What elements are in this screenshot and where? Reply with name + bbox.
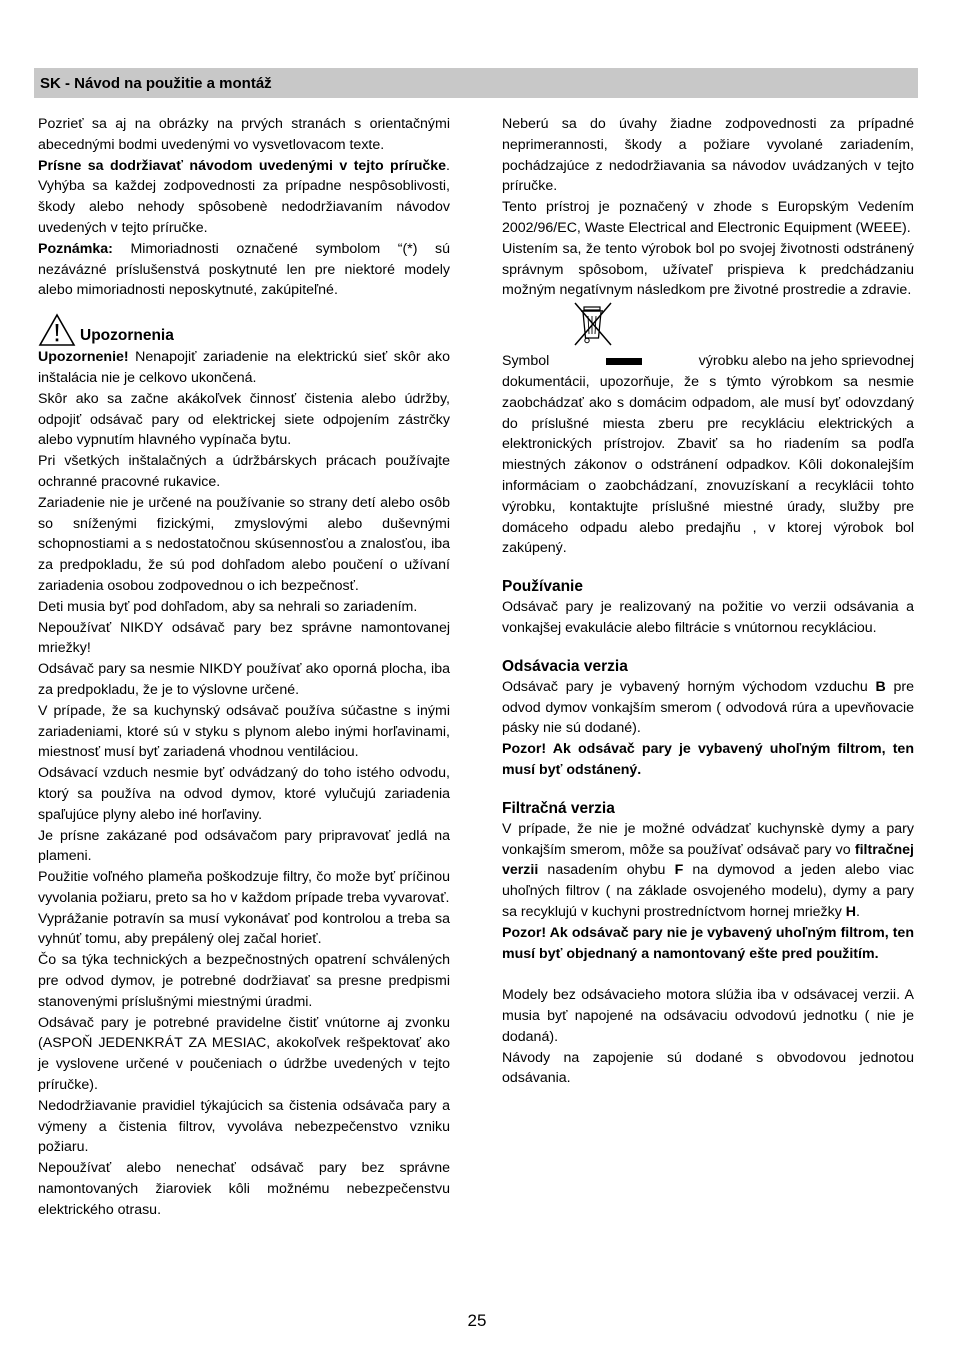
suction-version-text — [502, 677, 914, 739]
symbol-line-text: výrobku alebo na jeho sprievodnej — [698, 353, 914, 370]
warning-paragraph: Odsávací vzduch nesmie byť odvádzaný do toho istého odvodu, ktorý sa používa na odvod dymov, ktoré vylučujú zariadenia spaľujúce plyny alebo iné horľaviny. — [38, 765, 450, 823]
warning-paragraph: Pri všetkých inštalačných a údržbárskych prácach používajte ochranné pracovné rukavice. — [38, 453, 450, 490]
suction-warning-text: Pozor! Ak odsávač pary je vybavený uhoľným filtrom, ten musí byť odstánený. — [502, 741, 914, 778]
intro-paragraph-2 — [38, 156, 450, 239]
warning-paragraph: Je prísne zakázané pod odsávačom pary pripravovať jedlá na plameni. — [38, 827, 450, 865]
models-paragraph-2: Návody na zapojenie sú dodané s obvodovou jednotou odsávania. — [502, 1049, 914, 1087]
section-header-title: SK - Návod na použitie a montáž — [40, 75, 272, 92]
suction-letter-b: B — [875, 678, 886, 695]
warnings-heading — [38, 313, 450, 347]
suction-text-b: pre odvod dymov vonkajším smerom ( odvodová rúra a upevňovacie pásky nie sú dodané). — [502, 678, 914, 737]
bin-symbol-row — [502, 301, 914, 351]
warning-paragraph: Vyprážanie potravín sa musí vykonávať pod kontrolou a treba sa vyhnúť tomu, aby prepálený olej začal horieť. — [38, 910, 450, 948]
models-paragraph-1: Modely bez odsávacieho motora slúžia iba v odsávacej verzii. A musia byť napojené na odsávaciu odvodovú jednotku ( nie je dodaná). — [502, 987, 914, 1045]
warning-paragraph: Nepoužívať NIKDY odsávač pary bez správne namontovanej mriežky! — [38, 619, 450, 657]
warning-paragraph: Odsávač pary sa nesmie NIKDY používať ako oporná plocha, iba za predpokladu, že je to výslovne určené. — [38, 661, 450, 698]
filter-text-c: na dymovod a jeden alebo viac uhoľných filtrov ( na základe osvojeného modelu), dymy a pary sa recyklujú v kuchyni prostredníctvom hornej mriežky — [502, 862, 914, 920]
warnings-first-text: Nenapojiť zariadenie na elektrickú sieť skôr ako inštalácia nie je celkovo ukončená. — [38, 349, 450, 386]
suction-warning — [502, 739, 914, 781]
warning-paragraph: Nepoužívať alebo nenechať odsávač pary bez správne namontovaných žiaroviek kôli možnému nebezpečenstvu elektrického otrasu. — [38, 1160, 450, 1218]
intro-note — [38, 239, 450, 301]
warning-paragraph: Odsávač pary je potrebné pravidelne čistiť vnútorne aj zvonku (ASPOŇ JEDENKRÁT ZA MESIAC, akokoľvek rešpektovať ako je vyslovene určené v poučeniach o údržbe uvedených v tejto príručke). — [38, 1014, 450, 1094]
warning-paragraph: V prípade, že sa kuchynský odsávač používa súčastne s inými zariadeniami, ktoré sú v styku s plynom alebo inými horľavinami, miestnosť musí byť zariadená vhodnou ventiláciou. — [38, 702, 450, 761]
symbol-line — [502, 351, 914, 372]
filter-letter-h: H — [845, 903, 857, 920]
crossed-out-bin-icon — [571, 301, 615, 347]
warning-paragraph: Deti musia byť pod dohľadom, aby sa nehrali so zariadením. — [38, 598, 418, 615]
warning-paragraph: Použitie voľného plameňa poškodzuje filtry, čo može byť príčinou vyvolania požiaru, preto sa ho v každom prípade treba vyvarovať. — [38, 869, 450, 906]
suction-text-a: Odsávač pary je vybavený horným východom vzduchu — [502, 678, 876, 695]
warning-paragraph: Zariadenie nie je určené na používanie so strany detí alebo osôb so sníženými fizickými, zmyslovými alebo duševnými schopnostiami a s nedostatočnou skúsennosťou a znalosťou, iba za predpokladu, že sú pod dohľadom alebo poučení o užívaní zariadenia osobou zodpovednou o ich bezpečnosť. — [38, 494, 450, 594]
warning-paragraph: Skôr ako sa začne akákoľvek činnosť čistenia alebo údržby, odpojiť odsávač pary od elektrickej siete odpojením zástrčky alebo vypnutím hlavného vypínača bytu. — [38, 390, 450, 449]
warnings-first — [38, 347, 450, 389]
filter-version-text — [502, 819, 914, 923]
left-column — [38, 114, 450, 1221]
intro-paragraph-1: Pozrieť sa aj na obrázky na prvých stranách s orientačnými abecednými bodmi uvedenými vo vysvetlovacom texte. — [38, 116, 450, 153]
filter-text-d: . — [856, 903, 860, 920]
intro-paragraph-2-text: . Vyhýba sa každej zodpovednosti za prípadne nespôsoblivosti, škody alebo nehody spôsobenè nedodržiavaním návodov uvedených v tejto príručke. — [38, 157, 450, 236]
usage-text: Odsávač pary je realizovaný na požitie vo verzii odsávania a vonkajšej evakulácie alebo filtrácie s vnútornou recykláciou. — [502, 599, 914, 636]
filter-warning — [502, 923, 914, 965]
weee-paragraph: Tento prístroj je poznačený v zhode s Europským Vedením 2002/96/EC, Waste Electrical and Electronic Equipment (WEEE). — [502, 199, 914, 236]
intro-note-text: Mimoriadnosti označené symbolom “(*) sú nezávázné príslušenstvá poskytnuté len pre niektoré modely alebo mimoriadnosti neposkytnuté, zakúpiteľné. — [38, 240, 450, 299]
warning-paragraph: Nedodržiavanie pravidiel týkajúcich sa čistenia odsávača pary a výmeny a čistenia filtrov, vyvoláva nebezpečenstvo vzniku požiaru. — [38, 1097, 450, 1156]
intro-paragraph-2-bold: Prísne sa dodržiavať návodom uvedenými v tejto príručke — [38, 157, 447, 174]
symbol-word: Symbol — [502, 353, 550, 370]
warning-paragraph: Čo sa týka technických a bezpečnostných opatrení schválených pre odvod dymov, je potrebné dodržiavať sa presne predpismi stanovenými príslušnými miestnými úradmi. — [38, 952, 450, 1010]
filter-version-title: Filtračná verzia — [502, 799, 615, 817]
filter-bold: filtračnej verzii — [502, 841, 914, 879]
filter-letter-f: F — [674, 862, 684, 879]
page-number: 25 — [467, 1311, 487, 1330]
warning-triangle-icon — [38, 313, 76, 347]
intro-note-label: Poznámka: — [38, 240, 113, 257]
black-bar-symbol — [606, 358, 642, 365]
warnings-first-label: Upozornenie! — [38, 349, 129, 366]
disposal-paragraph: Uistením sa, že tento výrobok bol po svojej životnosti odstránený správnym spôsobom, užívateľ prispieva k predchádzaniu možným negatívnym následkom pre životné prostredie a zdravie. — [502, 240, 914, 299]
right-column — [502, 114, 914, 1089]
filter-text-b: nasadením ohybu — [538, 862, 675, 879]
suction-version-title: Odsávacia verzia — [502, 657, 628, 675]
usage-title: Používanie — [502, 578, 583, 596]
section-header-bar — [34, 68, 918, 98]
filter-text-a: V prípade, že nie je možné odvádzať kuchynskè dymy a pary vonkajším smerom, môže sa používať odsávač pary vo — [502, 820, 914, 858]
liability-paragraph: Neberú sa do úvahy žiadne zodpovednosti za prípadné neprimerannosti, škody a požiare vyvolané zariadením, pochádzajúce z nedodržiavania sa návodov uvádzaných v tejto príručke. — [502, 116, 914, 195]
warnings-title: Upozornenia — [80, 327, 174, 345]
symbol-explanation: dokumentácii, upozorňuje, že s týmto výrobkom sa nesmie zaobchádzať ako s domácim odpadom, ale musí byť odovzdaný do príslušné miesta zberu pre recykláciu elektrických a elektronických prístrojov. Zbaviť sa ho riadením sa podľa miestných zákonov o odstránení odpadkov. Kôli dokonalejším informáciam o zaobchádzaní, znovuzískaní a recyklácii tohto výrobku, kontaktujte príslušné miestné úrady, služby pre domáceho odpadu alebo predajňu , v ktorej výrobok bol zakúpený. — [502, 373, 914, 557]
filter-warning-text: Pozor! Ak odsávač pary nie je vybavený uhoľným filtrom, ten musí byť objednaný a namontovaný ešte pred použitím. — [502, 924, 914, 962]
